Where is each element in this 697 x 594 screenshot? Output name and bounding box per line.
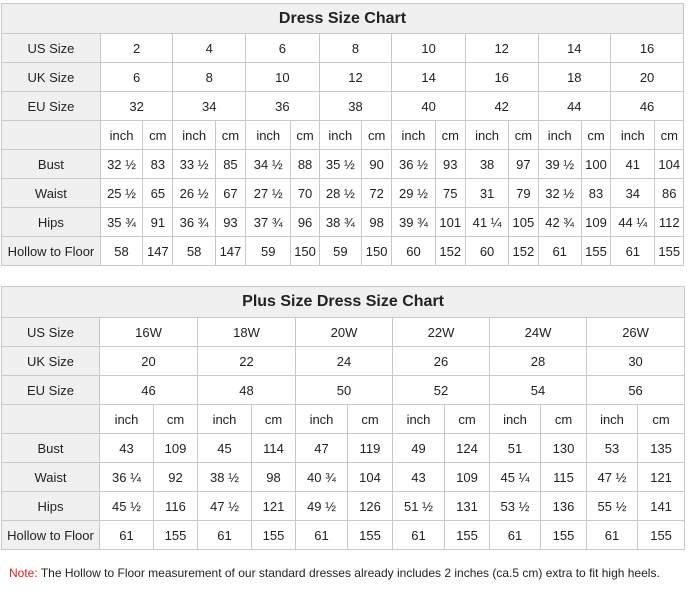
hollow-cm-cell: 150 — [291, 237, 319, 266]
unit-row — [2, 121, 684, 150]
hollow-inch-cell: 59 — [246, 237, 291, 266]
eu-size-label: EU Size — [2, 376, 100, 405]
hollow-cm-cell: 155 — [541, 521, 587, 550]
waist-inch-cell: 27 ½ — [246, 179, 291, 208]
hollow-inch-cell: 60 — [465, 237, 508, 266]
eu-size-row — [2, 92, 684, 121]
bust-inch-cell: 33 ½ — [173, 150, 215, 179]
hips-cm-cell: 101 — [435, 208, 465, 237]
hollow-inch-cell: 61 — [198, 521, 252, 550]
bust-cm-cell: 119 — [348, 434, 393, 463]
uk-size-cell: 20 — [100, 347, 198, 376]
unit-cm: cm — [362, 121, 392, 150]
unit-cm: cm — [143, 121, 173, 150]
unit-cm: cm — [541, 405, 587, 434]
hollow-row — [2, 237, 684, 266]
hollow-inch-cell: 61 — [611, 237, 655, 266]
bust-label: Bust — [2, 434, 100, 463]
unit-inch: inch — [246, 121, 291, 150]
hips-inch-cell: 55 ½ — [587, 492, 638, 521]
bust-cm-cell: 130 — [541, 434, 587, 463]
unit-inch: inch — [296, 405, 348, 434]
us-size-cell: 16 — [611, 34, 684, 63]
us-size-cell: 20W — [296, 318, 393, 347]
hollow-inch-cell: 61 — [587, 521, 638, 550]
us-size-label: US Size — [2, 34, 101, 63]
hips-inch-cell: 47 ½ — [198, 492, 252, 521]
eu-size-cell: 46 — [611, 92, 684, 121]
hips-inch-cell: 45 ½ — [100, 492, 154, 521]
unit-inch: inch — [490, 405, 541, 434]
unit-cm: cm — [638, 405, 685, 434]
uk-size-cell: 20 — [611, 63, 684, 92]
eu-size-cell: 52 — [393, 376, 490, 405]
waist-cm-cell: 67 — [215, 179, 245, 208]
uk-size-cell: 16 — [465, 63, 538, 92]
uk-size-cell: 8 — [173, 63, 246, 92]
bust-cm-cell: 93 — [435, 150, 465, 179]
note-label: Note: — [9, 566, 38, 580]
uk-size-label: UK Size — [2, 63, 101, 92]
eu-size-cell: 46 — [100, 376, 198, 405]
us-size-cell: 4 — [173, 34, 246, 63]
us-size-cell: 18W — [198, 318, 296, 347]
waist-cm-cell: 92 — [154, 463, 198, 492]
unit-inch: inch — [465, 121, 508, 150]
unit-inch: inch — [100, 121, 142, 150]
unit-row-label — [2, 405, 100, 434]
waist-cm-cell: 109 — [445, 463, 490, 492]
hollow-label: Hollow to Floor — [2, 237, 101, 266]
eu-size-cell: 40 — [392, 92, 466, 121]
bust-cm-cell: 90 — [362, 150, 392, 179]
unit-cm: cm — [215, 121, 245, 150]
bust-inch-cell: 45 — [198, 434, 252, 463]
eu-size-cell: 54 — [490, 376, 587, 405]
hollow-cm-cell: 155 — [154, 521, 198, 550]
bust-row — [2, 150, 684, 179]
unit-cm: cm — [348, 405, 393, 434]
hips-cm-cell: 105 — [509, 208, 538, 237]
bust-cm-cell: 83 — [143, 150, 173, 179]
unit-cm: cm — [291, 121, 319, 150]
hips-inch-cell: 38 ¾ — [319, 208, 361, 237]
us-size-cell: 10 — [392, 34, 466, 63]
hips-inch-cell: 51 ½ — [393, 492, 445, 521]
plus-size-chart — [1, 286, 685, 550]
us-size-row — [2, 34, 684, 63]
eu-size-cell: 42 — [465, 92, 538, 121]
unit-inch: inch — [198, 405, 252, 434]
unit-inch: inch — [611, 121, 655, 150]
eu-size-cell: 56 — [587, 376, 685, 405]
waist-label: Waist — [2, 463, 100, 492]
hollow-cm-cell: 150 — [362, 237, 392, 266]
uk-size-cell: 10 — [246, 63, 320, 92]
unit-inch: inch — [538, 121, 581, 150]
eu-size-row — [2, 376, 685, 405]
hollow-cm-cell: 155 — [638, 521, 685, 550]
unit-inch: inch — [393, 405, 445, 434]
bust-inch-cell: 36 ½ — [392, 150, 435, 179]
hollow-inch-cell: 61 — [100, 521, 154, 550]
hips-inch-cell: 41 ¼ — [465, 208, 508, 237]
us-size-cell: 22W — [393, 318, 490, 347]
hollow-inch-cell: 61 — [490, 521, 541, 550]
waist-inch-cell: 45 ¼ — [490, 463, 541, 492]
eu-size-cell: 34 — [173, 92, 246, 121]
hollow-cm-cell: 147 — [215, 237, 245, 266]
waist-inch-cell: 26 ½ — [173, 179, 215, 208]
hips-inch-cell: 36 ¾ — [173, 208, 215, 237]
hips-row — [2, 208, 684, 237]
hollow-inch-cell: 59 — [319, 237, 361, 266]
eu-size-cell: 36 — [246, 92, 320, 121]
hollow-cm-cell: 155 — [581, 237, 610, 266]
hollow-inch-cell: 58 — [100, 237, 142, 266]
waist-inch-cell: 43 — [393, 463, 445, 492]
unit-cm: cm — [445, 405, 490, 434]
hollow-label: Hollow to Floor — [2, 521, 100, 550]
waist-label: Waist — [2, 179, 101, 208]
uk-size-row — [2, 347, 685, 376]
us-size-cell: 2 — [100, 34, 173, 63]
hips-inch-cell: 53 ½ — [490, 492, 541, 521]
hips-inch-cell: 37 ¾ — [246, 208, 291, 237]
uk-size-cell: 6 — [100, 63, 173, 92]
bust-label: Bust — [2, 150, 101, 179]
hips-cm-cell: 131 — [445, 492, 490, 521]
us-size-cell: 24W — [490, 318, 587, 347]
waist-inch-cell: 47 ½ — [587, 463, 638, 492]
uk-size-cell: 26 — [393, 347, 490, 376]
bust-inch-cell: 43 — [100, 434, 154, 463]
uk-size-cell: 24 — [296, 347, 393, 376]
bust-cm-cell: 88 — [291, 150, 319, 179]
note-text: The Hollow to Floor measurement of our standard dresses already includes 2 inches (ca.5 cm) extra to fit high heels. — [40, 566, 660, 580]
waist-cm-cell: 115 — [541, 463, 587, 492]
bust-cm-cell: 124 — [445, 434, 490, 463]
bust-cm-cell: 104 — [655, 150, 684, 179]
waist-inch-cell: 32 ½ — [538, 179, 581, 208]
bust-inch-cell: 53 — [587, 434, 638, 463]
waist-inch-cell: 40 ¾ — [296, 463, 348, 492]
uk-size-cell: 18 — [538, 63, 611, 92]
bust-cm-cell: 85 — [215, 150, 245, 179]
hips-inch-cell: 35 ¾ — [100, 208, 142, 237]
unit-cm: cm — [655, 121, 684, 150]
hollow-cm-cell: 155 — [655, 237, 684, 266]
us-size-cell: 16W — [100, 318, 198, 347]
hips-cm-cell: 136 — [541, 492, 587, 521]
eu-size-cell: 38 — [319, 92, 392, 121]
hips-inch-cell: 42 ¾ — [538, 208, 581, 237]
hollow-row — [2, 521, 685, 550]
hollow-cm-cell: 147 — [143, 237, 173, 266]
bust-inch-cell: 34 ½ — [246, 150, 291, 179]
hips-label: Hips — [2, 208, 101, 237]
bust-inch-cell: 38 — [465, 150, 508, 179]
hollow-inch-cell: 58 — [173, 237, 215, 266]
chart-title: Plus Size Dress Size Chart — [2, 287, 685, 318]
hollow-inch-cell: 60 — [392, 237, 435, 266]
waist-inch-cell: 34 — [611, 179, 655, 208]
hollow-inch-cell: 61 — [393, 521, 445, 550]
hips-cm-cell: 112 — [655, 208, 684, 237]
unit-cm: cm — [252, 405, 296, 434]
us-size-row — [2, 318, 685, 347]
unit-inch: inch — [100, 405, 154, 434]
hollow-cm-cell: 155 — [445, 521, 490, 550]
eu-size-cell: 50 — [296, 376, 393, 405]
hips-cm-cell: 109 — [581, 208, 610, 237]
waist-cm-cell: 86 — [655, 179, 684, 208]
bust-cm-cell: 135 — [638, 434, 685, 463]
waist-inch-cell: 28 ½ — [319, 179, 361, 208]
waist-inch-cell: 29 ½ — [392, 179, 435, 208]
unit-cm: cm — [509, 121, 538, 150]
unit-row — [2, 405, 685, 434]
hips-cm-cell: 141 — [638, 492, 685, 521]
bust-inch-cell: 47 — [296, 434, 348, 463]
bust-inch-cell: 51 — [490, 434, 541, 463]
waist-cm-cell: 121 — [638, 463, 685, 492]
unit-cm: cm — [154, 405, 198, 434]
uk-size-row — [2, 63, 684, 92]
bust-inch-cell: 35 ½ — [319, 150, 361, 179]
bust-row — [2, 434, 685, 463]
unit-row-label — [2, 121, 101, 150]
us-size-cell: 12 — [465, 34, 538, 63]
waist-cm-cell: 75 — [435, 179, 465, 208]
waist-row — [2, 463, 685, 492]
hips-cm-cell: 121 — [252, 492, 296, 521]
unit-inch: inch — [319, 121, 361, 150]
eu-size-label: EU Size — [2, 92, 101, 121]
unit-inch: inch — [392, 121, 435, 150]
hips-cm-cell: 93 — [215, 208, 245, 237]
bust-cm-cell: 109 — [154, 434, 198, 463]
eu-size-cell: 48 — [198, 376, 296, 405]
hips-cm-cell: 98 — [362, 208, 392, 237]
eu-size-cell: 32 — [100, 92, 173, 121]
unit-cm: cm — [581, 121, 610, 150]
bust-cm-cell: 114 — [252, 434, 296, 463]
hollow-cm-cell: 155 — [348, 521, 393, 550]
waist-cm-cell: 98 — [252, 463, 296, 492]
bust-inch-cell: 32 ½ — [100, 150, 142, 179]
waist-inch-cell: 36 ¼ — [100, 463, 154, 492]
footnote — [9, 566, 660, 580]
waist-cm-cell: 83 — [581, 179, 610, 208]
bust-inch-cell: 39 ½ — [538, 150, 581, 179]
chart-title: Dress Size Chart — [2, 4, 684, 34]
eu-size-cell: 44 — [538, 92, 611, 121]
hips-cm-cell: 91 — [143, 208, 173, 237]
hollow-cm-cell: 152 — [509, 237, 538, 266]
uk-size-cell: 30 — [587, 347, 685, 376]
standard-size-chart — [1, 3, 684, 266]
uk-size-cell: 14 — [392, 63, 466, 92]
waist-cm-cell: 65 — [143, 179, 173, 208]
waist-inch-cell: 31 — [465, 179, 508, 208]
bust-inch-cell: 49 — [393, 434, 445, 463]
bust-inch-cell: 41 — [611, 150, 655, 179]
unit-cm: cm — [435, 121, 465, 150]
us-size-cell: 26W — [587, 318, 685, 347]
hips-cm-cell: 116 — [154, 492, 198, 521]
hollow-inch-cell: 61 — [538, 237, 581, 266]
hips-inch-cell: 49 ½ — [296, 492, 348, 521]
hollow-cm-cell: 155 — [252, 521, 296, 550]
unit-inch: inch — [587, 405, 638, 434]
hips-inch-cell: 39 ¾ — [392, 208, 435, 237]
hips-cm-cell: 96 — [291, 208, 319, 237]
uk-size-cell: 22 — [198, 347, 296, 376]
waist-cm-cell: 70 — [291, 179, 319, 208]
bust-cm-cell: 100 — [581, 150, 610, 179]
hollow-cm-cell: 152 — [435, 237, 465, 266]
bust-cm-cell: 97 — [509, 150, 538, 179]
hips-label: Hips — [2, 492, 100, 521]
waist-row — [2, 179, 684, 208]
waist-inch-cell: 38 ½ — [198, 463, 252, 492]
waist-cm-cell: 72 — [362, 179, 392, 208]
waist-inch-cell: 25 ½ — [100, 179, 142, 208]
us-size-label: US Size — [2, 318, 100, 347]
hips-row — [2, 492, 685, 521]
us-size-cell: 8 — [319, 34, 392, 63]
unit-inch: inch — [173, 121, 215, 150]
uk-size-cell: 28 — [490, 347, 587, 376]
us-size-cell: 14 — [538, 34, 611, 63]
uk-size-cell: 12 — [319, 63, 392, 92]
hollow-inch-cell: 61 — [296, 521, 348, 550]
hips-cm-cell: 126 — [348, 492, 393, 521]
hips-inch-cell: 44 ¼ — [611, 208, 655, 237]
waist-cm-cell: 79 — [509, 179, 538, 208]
waist-cm-cell: 104 — [348, 463, 393, 492]
uk-size-label: UK Size — [2, 347, 100, 376]
us-size-cell: 6 — [246, 34, 320, 63]
